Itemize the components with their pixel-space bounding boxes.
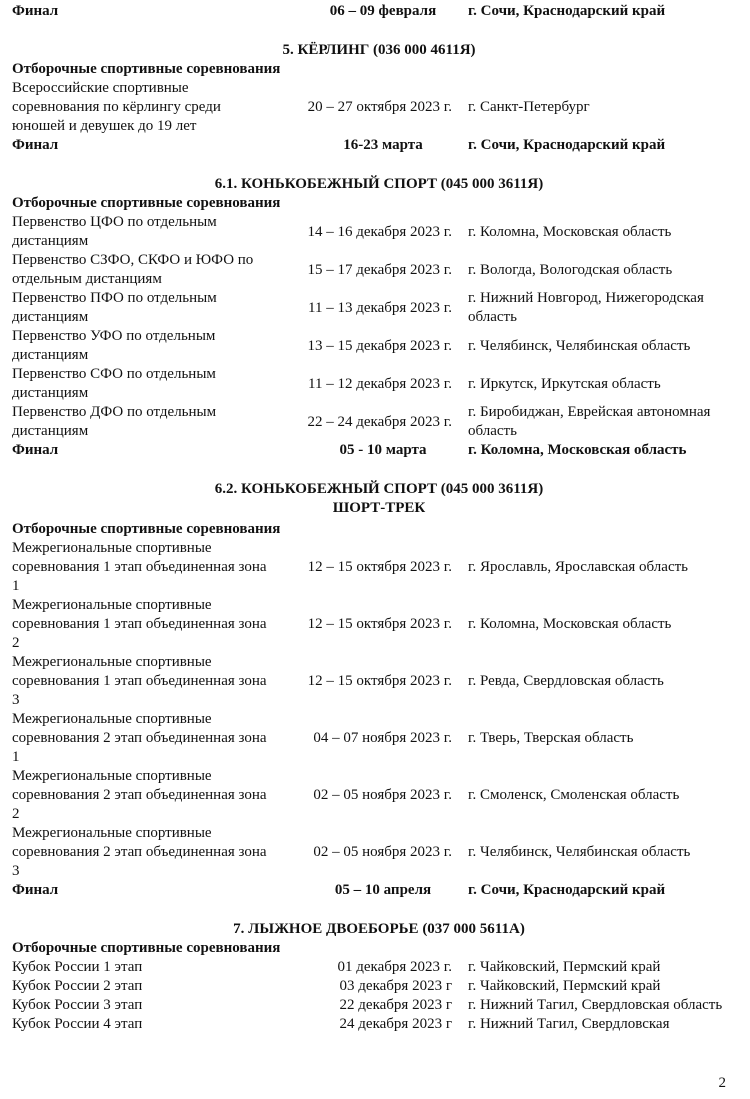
place-cell: г. Санкт-Петербург <box>468 99 590 115</box>
table-row <box>12 251 746 289</box>
place-cell: г. Биробиджан, Еврейская автономная область <box>468 404 711 439</box>
date-cell: 16-23 марта <box>343 137 423 153</box>
date-cell: 05 – 10 апреля <box>334 882 432 898</box>
event-cell: Первенство СФО по отдельным дистанциям <box>12 366 216 401</box>
final-row <box>12 441 746 460</box>
place-cell: г. Нижний Тагил, Свердловская <box>468 1016 670 1032</box>
place-cell: г. Челябинск, Челябинская область <box>468 337 691 354</box>
place-cell: г. Коломна, Московская область <box>468 616 672 632</box>
event-cell: Первенство СЗФО, СКФО и ЮФО по отдельным дистанциям <box>12 252 254 287</box>
place-cell: г. Иркутск, Иркутская область <box>468 375 661 392</box>
section-nordic-combined <box>12 920 746 1034</box>
event-cell: Межрегиональные спортивные соревнования 2 этап объединенная зона 3 <box>12 825 267 879</box>
event-cell: Первенство ДФО по отдельным дистанциям <box>12 404 217 439</box>
date-cell: 12 – 15 октября 2023 г. <box>307 673 452 689</box>
section-heading: Отборочные спортивные соревнования <box>12 521 281 537</box>
event-cell: Межрегиональные спортивные соревнования 1 этап объединенная зона 2 <box>12 597 267 651</box>
event-cell: Кубок России 4 этап <box>12 1016 143 1032</box>
place-cell: г. Тверь, Тверская область <box>468 730 634 746</box>
table-row <box>12 824 746 881</box>
event-cell: Первенство ЦФО по отдельным дистанциям <box>12 214 217 249</box>
table-row <box>12 596 746 653</box>
date-cell: 03 декабря 2023 г <box>339 978 452 994</box>
table-row <box>12 539 746 596</box>
date-cell: 22 – 24 декабря 2023 г. <box>307 413 452 430</box>
place-cell: г. Нижний Тагил, Свердловская область <box>468 997 723 1013</box>
event-cell: Финал <box>12 137 59 153</box>
table-row <box>12 767 746 824</box>
place-cell: г. Сочи, Краснодарский край <box>468 882 666 898</box>
event-cell: Межрегиональные спортивные соревнования 2 этап объединенная зона 2 <box>12 768 267 822</box>
event-cell: Межрегиональные спортивные соревнования 1 этап объединенная зона 3 <box>12 654 267 708</box>
event-cell: Кубок России 2 этап <box>12 978 143 994</box>
place-cell: г. Чайковский, Пермский край <box>468 959 661 975</box>
event-cell: Кубок России 3 этап <box>12 997 143 1013</box>
date-cell: 11 – 12 декабря 2023 г. <box>308 375 452 392</box>
place-cell: г. Сочи, Краснодарский край <box>468 137 666 153</box>
date-cell: 13 – 15 декабря 2023 г. <box>307 337 452 354</box>
event-cell: Межрегиональные спортивные соревнования 1 этап объединенная зона 1 <box>12 540 267 594</box>
section-title: 5. КЁРЛИНГ (036 000 4611Я) <box>282 42 476 58</box>
place-cell: г. Ревда, Свердловская область <box>468 673 664 689</box>
place-cell: г. Смоленск, Смоленская область <box>468 787 680 803</box>
event-cell: Межрегиональные спортивные соревнования 2 этап объединенная зона 1 <box>12 711 267 765</box>
date-cell: 12 – 15 октября 2023 г. <box>307 559 452 575</box>
date-cell: 06 – 09 февраля <box>329 3 437 19</box>
table-row <box>12 327 746 365</box>
event-cell: Финал <box>12 442 59 458</box>
date-cell: 15 – 17 декабря 2023 г. <box>307 261 452 278</box>
date-cell: 02 – 05 ноября 2023 г. <box>313 787 452 803</box>
section-curling <box>12 41 746 155</box>
section-title: 6.1. КОНЬКОБЕЖНЫЙ СПОРТ (045 000 3611Я) <box>214 176 544 192</box>
date-cell: 22 декабря 2023 г <box>339 997 452 1013</box>
date-cell: 01 декабря 2023 г. <box>337 959 452 975</box>
place-cell: г. Коломна, Московская область <box>468 223 672 240</box>
place-cell: г. Коломна, Московская область <box>468 442 687 458</box>
table-row <box>12 996 746 1015</box>
section-heading: Отборочные спортивные соревнования <box>12 61 281 77</box>
final-row <box>12 136 746 155</box>
date-cell: 11 – 13 декабря 2023 г. <box>308 299 452 316</box>
place-cell: г. Вологда, Вологодская область <box>468 261 673 278</box>
table-row <box>12 958 746 977</box>
final-row <box>12 881 746 900</box>
event-cell: Первенство УФО по отдельным дистанциям <box>12 328 216 363</box>
event-cell: Кубок России 1 этап <box>12 959 143 975</box>
section-heading: Отборочные спортивные соревнования <box>12 195 281 211</box>
table-row <box>12 289 746 327</box>
final-row <box>12 2 746 21</box>
date-cell: 05 - 10 марта <box>339 442 427 458</box>
section-title: 6.2. КОНЬКОБЕЖНЫЙ СПОРТ (045 000 3611Я) <box>214 481 544 497</box>
section-short-track <box>12 480 746 900</box>
page-number: 2 <box>718 1075 726 1091</box>
date-cell: 12 – 15 октября 2023 г. <box>307 616 452 632</box>
table-row <box>12 79 746 136</box>
table-row <box>12 653 746 710</box>
date-cell: 20 – 27 октября 2023 г. <box>307 99 452 115</box>
section-speed-skating <box>12 175 746 460</box>
section-heading: Отборочные спортивные соревнования <box>12 940 281 956</box>
section-subtitle: ШОРТ-ТРЕК <box>332 500 426 516</box>
table-row <box>12 403 746 441</box>
event-cell: Финал <box>12 3 59 19</box>
table-row <box>12 977 746 996</box>
table-row <box>12 710 746 767</box>
place-cell: г. Челябинск, Челябинская область <box>468 844 691 860</box>
place-cell: г. Сочи, Краснодарский край <box>468 3 666 19</box>
event-cell: Всероссийские спортивные соревнования по кёрлингу среди юношей и девушек до 19 лет <box>12 80 221 134</box>
document-page <box>12 2 746 1034</box>
date-cell: 02 – 05 ноября 2023 г. <box>313 844 452 860</box>
date-cell: 04 – 07 ноября 2023 г. <box>313 730 452 746</box>
table-row <box>12 213 746 251</box>
event-cell: Финал <box>12 882 59 898</box>
table-row <box>12 365 746 403</box>
table-row <box>12 1015 746 1034</box>
place-cell: г. Чайковский, Пермский край <box>468 978 661 994</box>
event-cell: Первенство ПФО по отдельным дистанциям <box>12 290 217 325</box>
place-cell: г. Ярославль, Ярославская область <box>468 559 689 575</box>
date-cell: 14 – 16 декабря 2023 г. <box>307 223 452 240</box>
place-cell: г. Нижний Новгород, Нижегородская область <box>468 290 704 325</box>
date-cell: 24 декабря 2023 г <box>339 1016 452 1032</box>
section-title: 7. ЛЫЖНОЕ ДВОЕБОРЬЕ (037 000 5611А) <box>233 921 525 937</box>
